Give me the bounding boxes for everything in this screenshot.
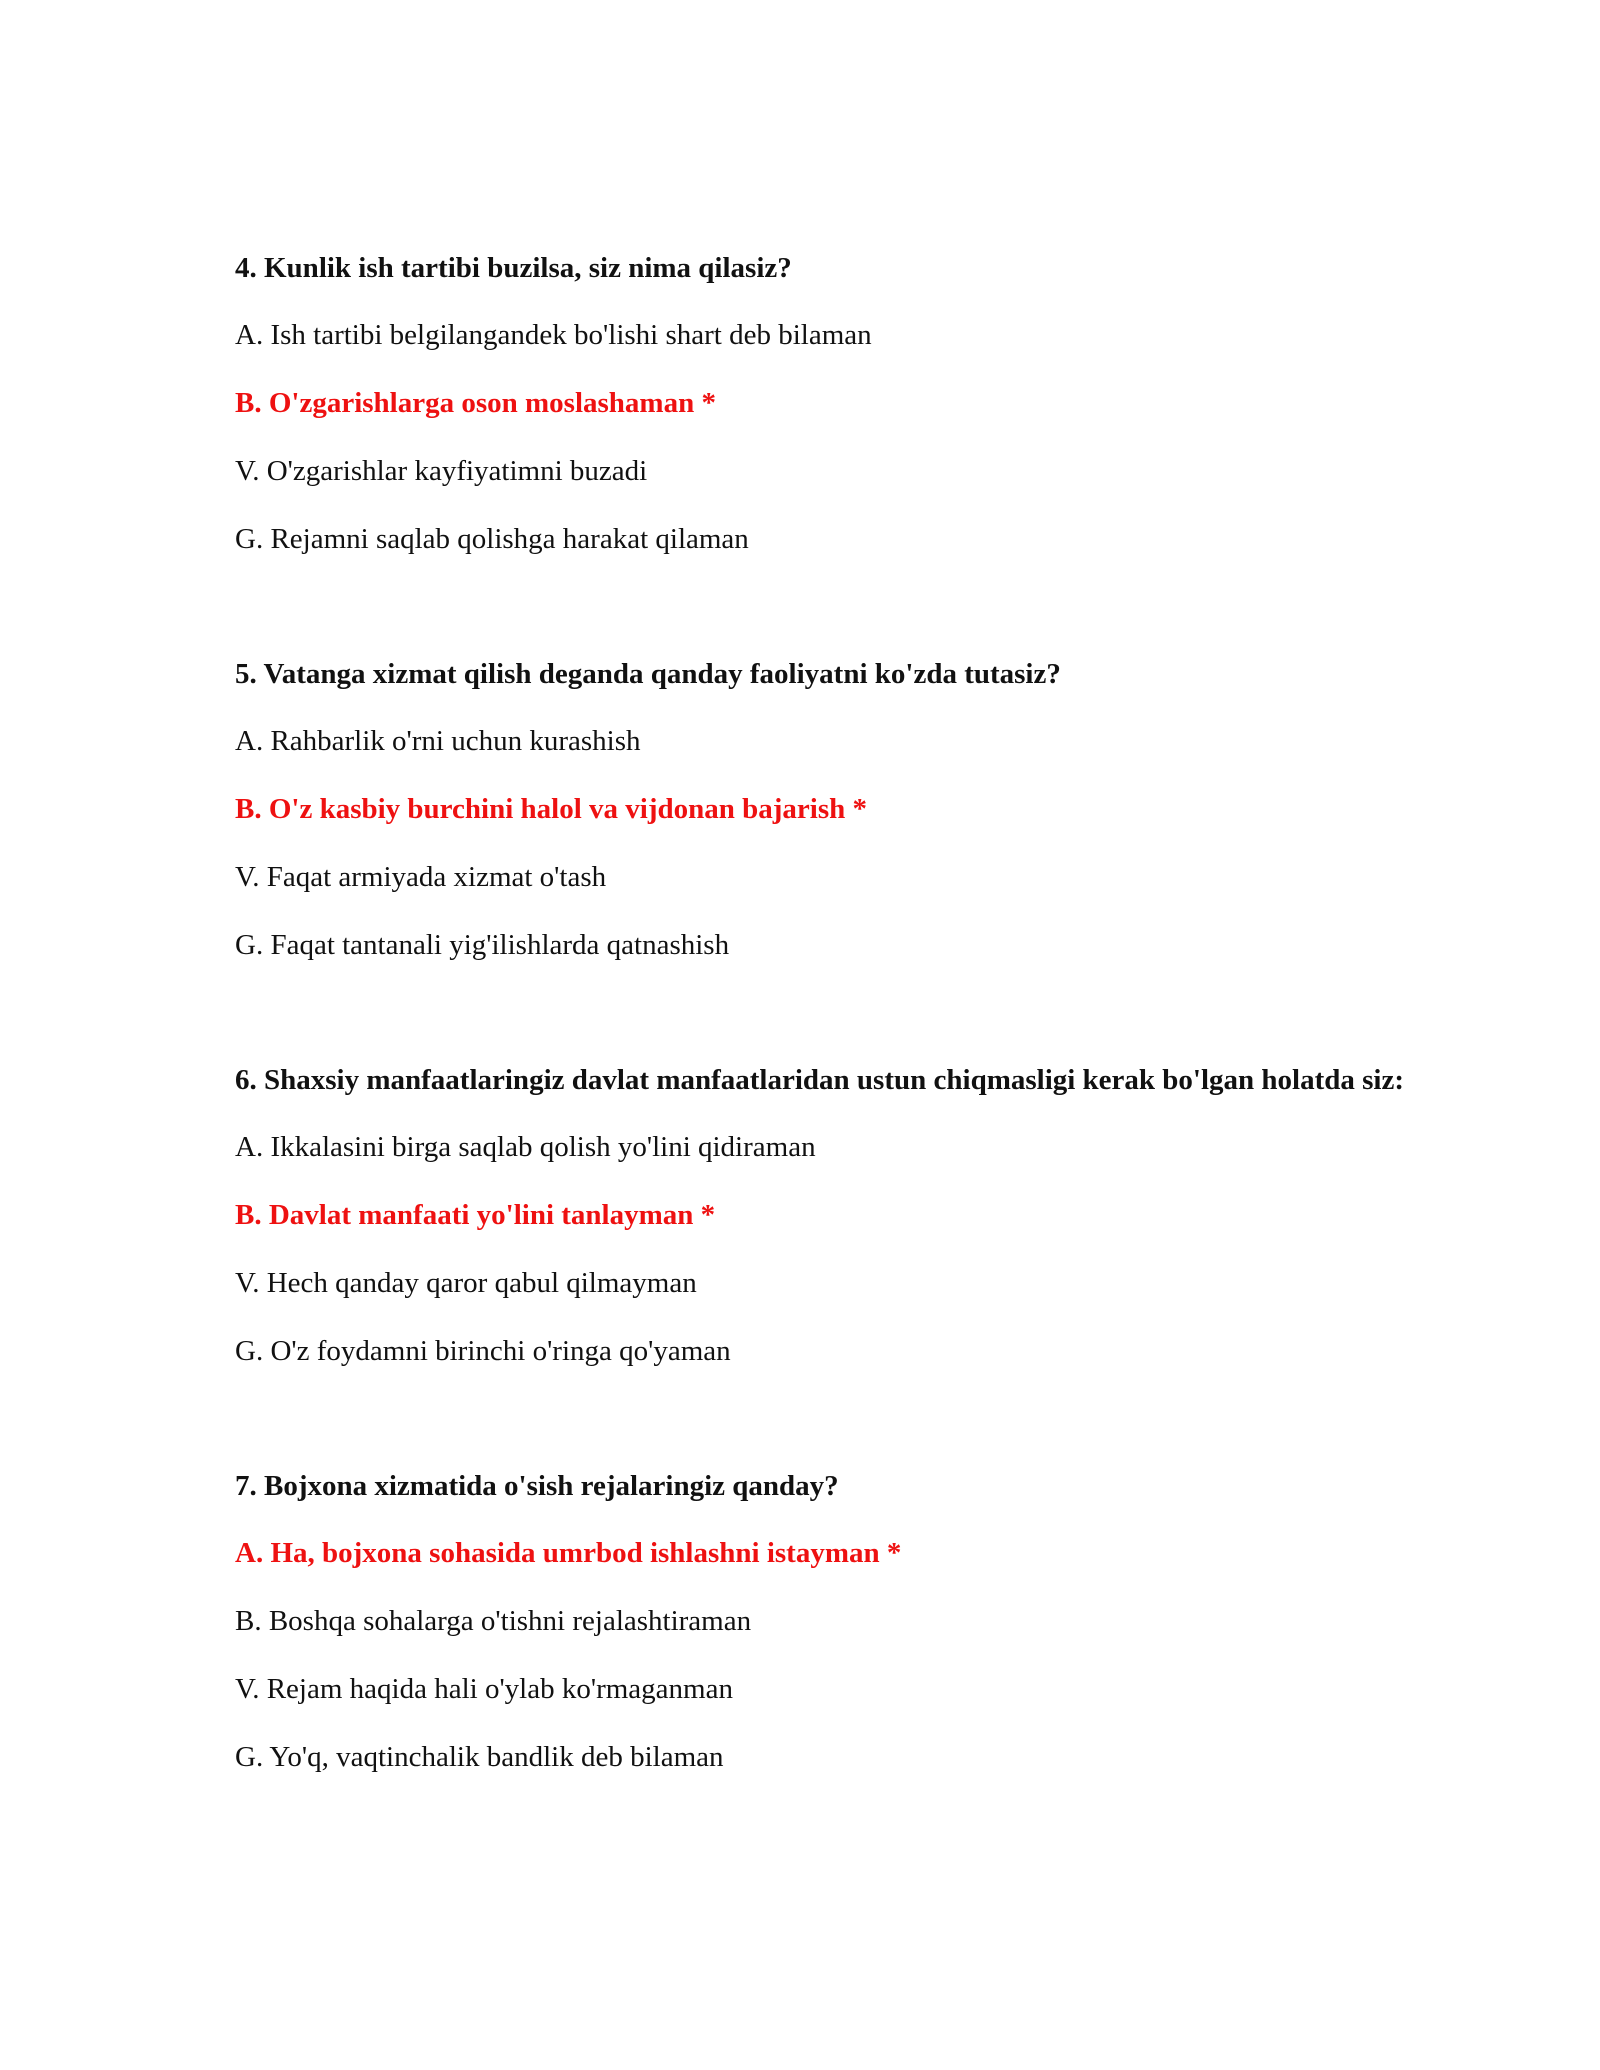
question-spacer: [235, 1399, 1415, 1466]
answer-option-v: V. Faqat armiyada xizmat o'tash: [235, 861, 607, 893]
answer-option-g: G. Yo'q, vaqtinchalik bandlik deb bilaman: [235, 1741, 724, 1773]
question-title: 7. Bojxona xizmatida o'sish rejalaringiz qanday?: [235, 1470, 839, 1502]
answer-option-a: A. Ish tartibi belgilangandek bo'lishi shart deb bilaman: [235, 319, 872, 351]
answer-option-b: B. Boshqa sohalarga o'tishni rejalashtiraman: [235, 1605, 752, 1637]
question-title: 5. Vatanga xizmat qilish deganda qanday faoliyatni ko'zda tutasiz?: [235, 658, 1061, 690]
question-4: [235, 248, 1415, 560]
question-6: [235, 1060, 1415, 1372]
answer-option-v: V. Hech qanday qaror qabul qilmayman: [235, 1267, 697, 1299]
question-spacer: [235, 993, 1415, 1060]
question-title: 4. Kunlik ish tartibi buzilsa, siz nima qilasiz?: [235, 252, 792, 284]
answer-option-v: V. Rejam haqida hali o'ylab ko'rmaganman: [235, 1673, 733, 1705]
answer-option-a: A. Ikkalasini birga saqlab qolish yo'lini qidiraman: [235, 1131, 816, 1163]
answer-option-b-correct: B. O'zgarishlarga oson moslashaman *: [235, 387, 716, 419]
answer-option-v: V. O'zgarishlar kayfiyatimni buzadi: [235, 455, 648, 487]
answer-option-a-correct: A. Ha, bojxona sohasida umrbod ishlashni istayman *: [235, 1537, 902, 1569]
question-7: [235, 1466, 1415, 1778]
answer-option-b-correct: B. O'z kasbiy burchini halol va vijdonan bajarish *: [235, 793, 867, 825]
question-5: [235, 654, 1415, 966]
question-spacer: [235, 587, 1415, 654]
question-title: 6. Shaxsiy manfaatlaringiz davlat manfaatlaridan ustun chiqmasligi kerak bo'lgan holatda siz:: [235, 1064, 1405, 1096]
answer-option-g: G. Rejamni saqlab qolishga harakat qilaman: [235, 523, 749, 555]
answer-option-g: G. Faqat tantanali yig'ilishlarda qatnashish: [235, 929, 730, 961]
document-page: [235, 248, 1415, 1805]
answer-option-a: A. Rahbarlik o'rni uchun kurashish: [235, 725, 641, 757]
answer-option-g: G. O'z foydamni birinchi o'ringa qo'yaman: [235, 1335, 731, 1367]
answer-option-b-correct: B. Davlat manfaati yo'lini tanlayman *: [235, 1199, 716, 1231]
